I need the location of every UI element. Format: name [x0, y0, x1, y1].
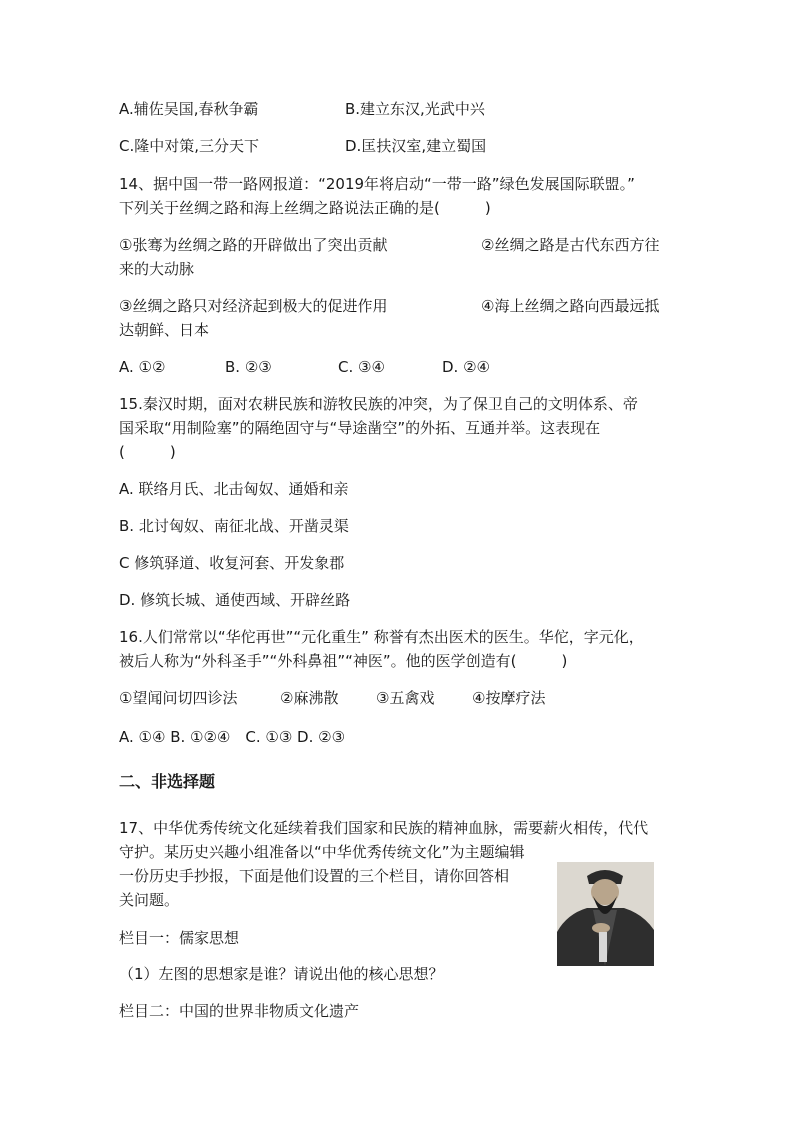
- q16-stem-line1: 16.人们常常以“华佗再世”“元化重生” 称誉有杰出医术的医生。华佗，字元化，: [119, 628, 644, 646]
- q14-item-4-cont: 达朝鲜、日本: [119, 321, 210, 339]
- q15-option-d: D. 修筑长城、通使西域、开辟丝路: [119, 591, 351, 609]
- q17-stem-line4: 关问题。: [119, 891, 180, 909]
- q13-option-b: B.建立东汉,光武中兴: [345, 100, 485, 118]
- q14-item-2: ②丝绸之路是古代东西方往: [481, 236, 660, 254]
- q15-stem-line3: ( ): [119, 443, 176, 461]
- q15-option-a: A. 联络月氏、北击匈奴、通婚和亲: [119, 480, 349, 498]
- q14-option-a: A. ①②: [119, 358, 166, 376]
- q14-item-1: ①张骞为丝绸之路的开辟做出了突出贡献: [119, 236, 388, 254]
- q17-column1: 栏目一：儒家思想: [119, 929, 240, 947]
- q14-stem-line2: 下列关于丝绸之路和海上丝绸之路说法正确的是( ): [119, 199, 491, 217]
- q16-item-1: ①望闻问切四诊法: [119, 689, 238, 707]
- q17-stem-line2: 守护。某历史兴趣小组准备以“中华优秀传统文化”为主题编辑: [119, 843, 525, 861]
- q14-option-b: B. ②③: [225, 358, 272, 376]
- q14-stem-line1: 14、据中国一带一路网报道：“2019年将启动“一带一路”绿色发展国际联盟。”: [119, 175, 635, 193]
- confucius-portrait: [557, 862, 654, 966]
- q13-option-c: C.隆中对策,三分天下: [119, 137, 260, 155]
- portrait-image: [557, 862, 654, 966]
- q17-column2: 栏目二：中国的世界非物质文化遗产: [119, 1002, 360, 1020]
- q15-option-c: C 修筑驿道、收复河套、开发象郡: [119, 554, 345, 572]
- q14-option-d: D. ②④: [442, 358, 490, 376]
- q16-stem-line2: 被后人称为“外科圣手”“外科鼻祖”“神医”。他的医学创造有( ): [119, 652, 568, 670]
- q15-option-b: B. 北讨匈奴、南征北战、开凿灵渠: [119, 517, 349, 535]
- q17-stem-line1: 17、中华优秀传统文化延续着我们国家和民族的精神血脉，需要薪火相传，代代: [119, 819, 649, 837]
- q14-item-4: ④海上丝绸之路向西最远抵: [481, 297, 660, 315]
- q14-item-2-cont: 来的大动脉: [119, 260, 195, 278]
- q13-option-a: A.辅佐吴国,春秋争霸: [119, 100, 259, 118]
- q16-item-2: ②麻沸散: [280, 689, 339, 707]
- q17-stem-line3: 一份历史手抄报，下面是他们设置的三个栏目，请你回答相: [119, 867, 510, 885]
- q13-option-d: D.匡扶汉室,建立蜀国: [345, 137, 487, 155]
- q15-stem-line1: 15.秦汉时期，面对农耕民族和游牧民族的冲突，为了保卫自己的文明体系、帝: [119, 395, 638, 413]
- q17-subquestion-1: （1）左图的思想家是谁？请说出他的核心思想？: [119, 965, 444, 983]
- q16-item-3: ③五禽戏: [376, 689, 435, 707]
- section-heading: 二、非选择题: [119, 772, 216, 791]
- q16-item-4: ④按摩疗法: [472, 689, 546, 707]
- q14-option-c: C. ③④: [338, 358, 385, 376]
- q16-options: A. ①④ B. ①②④ C. ①③ D. ②③: [119, 728, 346, 746]
- q15-stem-line2: 国采取“用制险塞”的隔绝固守与“导途凿空”的外拓、互通并举。这表现在: [119, 419, 601, 437]
- q14-item-3: ③丝绸之路只对经济起到极大的促进作用: [119, 297, 388, 315]
